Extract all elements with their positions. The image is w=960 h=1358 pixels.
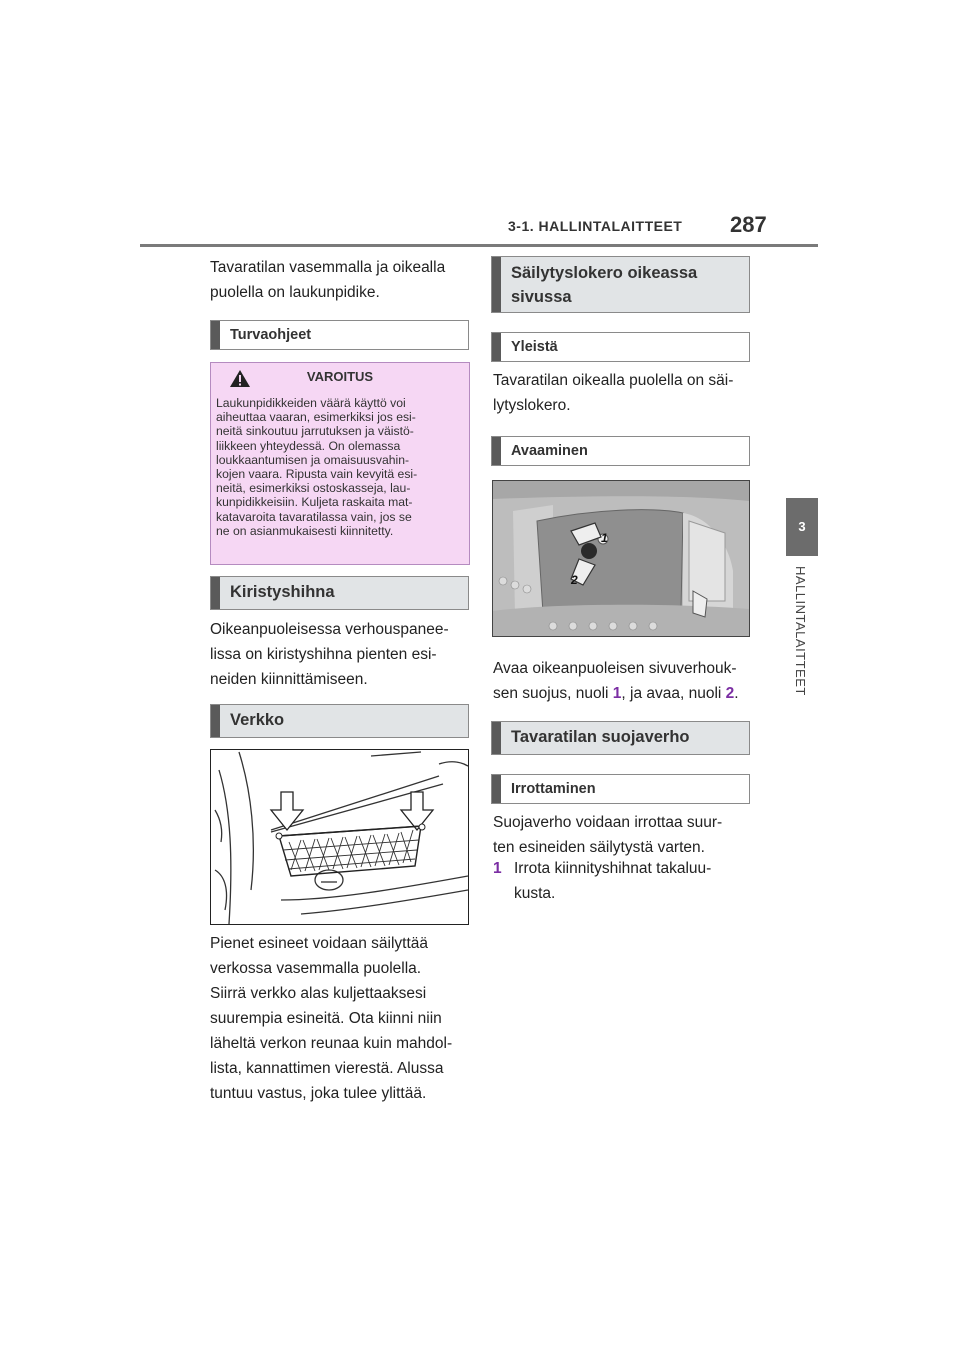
warning-line: kojen vaara. Ripusta vain kevyitä esi- — [216, 467, 418, 482]
yleista-paragraph — [493, 368, 755, 418]
heading-text: Kiristyshihna — [230, 583, 335, 601]
compartment-photo — [492, 480, 750, 637]
text-fragment: sen suojus, nuoli — [493, 685, 613, 702]
verkko-line: Pienet esineet voidaan säilyttää — [210, 935, 429, 952]
section-title: 3-1. HALLINTALAITTEET — [508, 218, 683, 234]
heading-marker — [211, 321, 220, 349]
step-line: kusta. — [514, 885, 556, 902]
arrow-label-1: 1 — [601, 531, 608, 545]
irrottaminen-line: ten esineiden säilytystä varten. — [493, 839, 705, 856]
heading-avaaminen — [491, 436, 750, 466]
verkko-line: verkossa vasemmalla puolella. — [210, 960, 422, 977]
arrow-number-2: 2 — [725, 685, 735, 702]
heading-text: Irrottaminen — [511, 781, 596, 797]
heading-marker — [211, 577, 220, 609]
heading-line: Säilytyslokero oikeassa — [511, 264, 698, 282]
intro-paragraph — [210, 255, 470, 305]
kiristyshihna-line: lissa on kiristyshihna pienten esi- — [210, 646, 437, 663]
step-text — [514, 856, 759, 906]
heading-kiristyshihna — [210, 576, 469, 610]
kiristyshihna-line: neiden kiinnittämiseen. — [210, 671, 368, 688]
text-fragment: , ja avaa, nuoli — [621, 685, 726, 702]
heading-text: Tavaratilan suojaverho — [511, 728, 690, 746]
heading-marker — [492, 437, 501, 465]
chapter-label-text: HALLINTALAITTEET — [793, 566, 808, 696]
cargo-net-drawing — [211, 750, 468, 924]
heading-marker — [211, 705, 220, 737]
chapter-tab: 3 — [786, 498, 818, 556]
warning-line: katavaroita tavaratilassa vain, jos se — [216, 509, 412, 524]
heading-text — [511, 261, 697, 309]
heading-marker — [492, 775, 501, 803]
chapter-label — [788, 566, 814, 716]
avaaminen-paragraph — [493, 656, 755, 706]
verkko-line: Siirrä verkko alas kuljettaaksesi — [210, 985, 427, 1002]
warning-title: VAROITUS — [306, 369, 374, 384]
yleista-line: Tavaratilan oikealla puolella on säi- — [493, 372, 734, 389]
heading-text: Avaaminen — [511, 443, 588, 459]
verkko-line: lista, kannattimen vierestä. Alussa — [210, 1060, 444, 1077]
verkko-line: suurempia esineitä. Ota kiinni niin — [210, 1010, 442, 1027]
arrow-label-2: 2 — [571, 573, 578, 587]
avaaminen-line-1: Avaa oikeanpuoleisen sivuverhouk- — [493, 660, 737, 677]
intro-line-2: puolella on laukunpidike. — [210, 284, 380, 301]
irrottaminen-paragraph — [493, 810, 755, 860]
verkko-paragraph — [210, 931, 472, 1106]
yleista-line: lytyslokero. — [493, 397, 571, 414]
verkko-line: tuntuu vastus, joka tulee ylittää. — [210, 1085, 427, 1102]
warning-line: Laukunpidikkeiden väärä käyttö voi — [216, 396, 406, 410]
heading-marker — [492, 722, 501, 754]
kiristyshihna-line: Oikeanpuoleisessa verhouspanee- — [210, 621, 449, 638]
verkko-line: läheltä verkon reunaa kuin mahdol- — [210, 1035, 453, 1052]
warning-line: neitä sinkoutuu jarrutuksen ja väistö- — [216, 424, 414, 439]
arrow-number-1: 1 — [612, 685, 622, 702]
heading-turvaohjeet — [210, 320, 469, 350]
heading-marker — [492, 257, 501, 312]
heading-text: Yleistä — [511, 339, 558, 355]
heading-irrottaminen — [491, 774, 750, 804]
net-illustration — [210, 749, 469, 925]
heading-text: Verkko — [230, 711, 285, 729]
warning-line: neitä, esimerkiksi ostoskasseja, lau- — [216, 481, 411, 496]
step-line: Irrota kiinnityshihnat takaluu- — [514, 860, 712, 877]
heading-verkko — [210, 704, 469, 738]
heading-line: sivussa — [511, 288, 572, 306]
heading-marker — [492, 333, 501, 361]
warning-line: liikkeen yhteydessä. On olemassa — [216, 438, 401, 453]
warning-line: kunpidikkeisiin. Kuljeta raskaita mat- — [216, 495, 413, 510]
page-number: 287 — [730, 212, 767, 237]
avaaminen-line-2 — [493, 681, 755, 706]
heading-yleista — [491, 332, 750, 362]
heading-sailytyslokero — [491, 256, 750, 313]
step-number: 1 — [493, 860, 502, 877]
irrottaminen-line: Suojaverho voidaan irrottaa suur- — [493, 814, 723, 831]
text-fragment: . — [734, 685, 739, 702]
heading-suojaverho — [491, 721, 750, 755]
warning-text — [216, 396, 463, 538]
compartment-drawing — [493, 481, 749, 636]
warning-line: aiheuttaa vaaran, esimerkiksi jos esi- — [216, 410, 416, 425]
warning-line: ne on asianmukaisesti kiinnitetty. — [216, 523, 394, 538]
warning-box — [210, 362, 470, 565]
warning-line: loukkaantumisen ja omaisuusvahin- — [216, 452, 410, 467]
intro-line-1: Tavaratilan vasemmalla ja oikealla — [210, 259, 446, 276]
heading-text: Turvaohjeet — [230, 327, 312, 343]
header-divider — [140, 244, 818, 247]
kiristyshihna-paragraph — [210, 617, 472, 692]
